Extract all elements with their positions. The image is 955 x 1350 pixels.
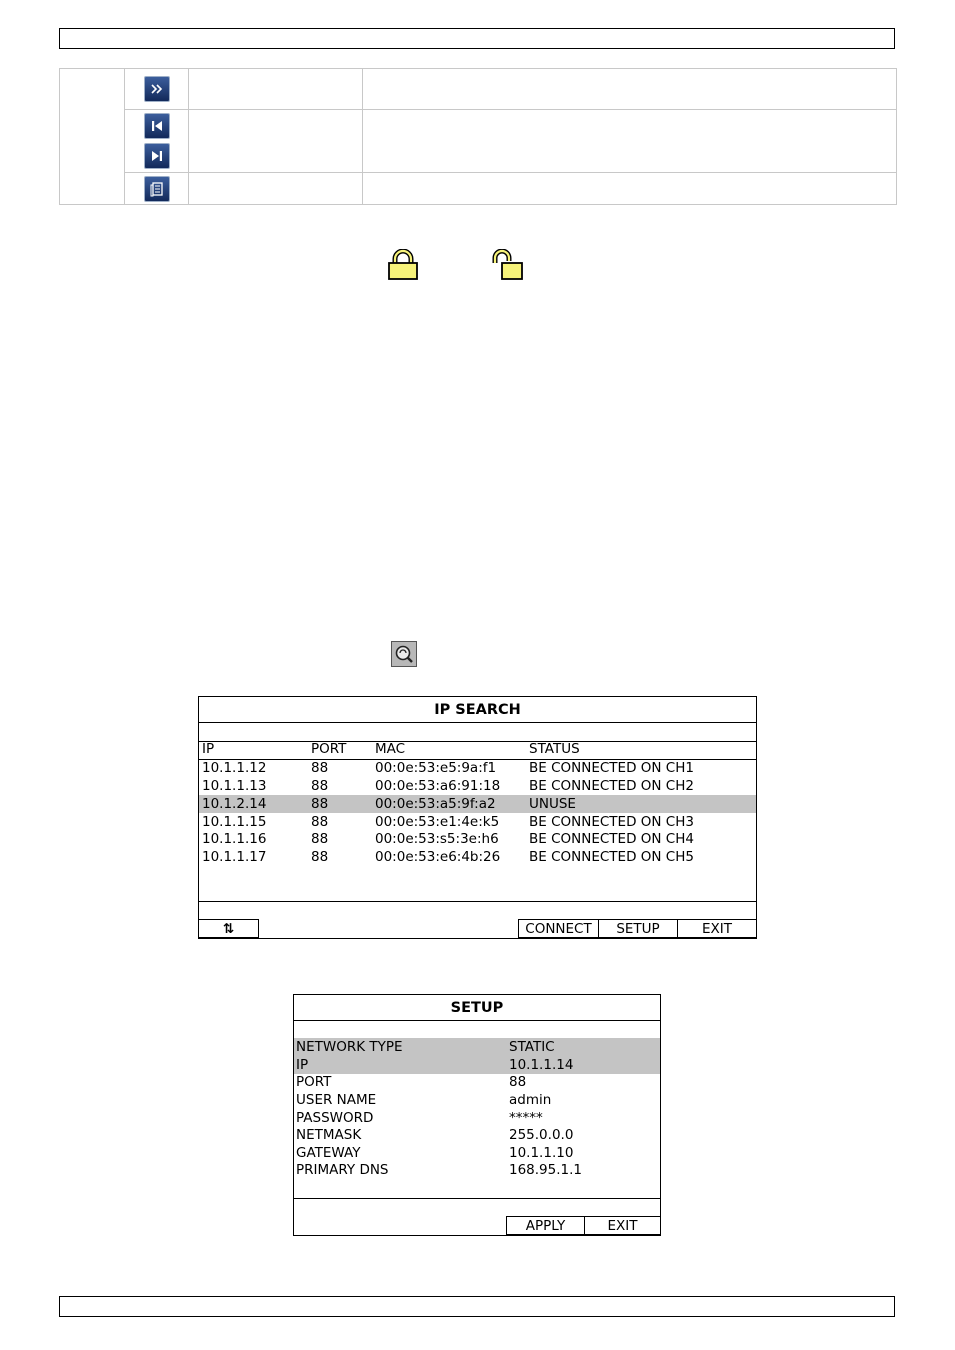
table-header xyxy=(199,740,756,758)
row-mac: 00:0e:53:e5:9a:f1 xyxy=(375,760,497,776)
row-status: UNUSE xyxy=(529,796,576,812)
ip-search-icon xyxy=(391,641,417,667)
field-value: admin xyxy=(509,1092,552,1108)
refresh-button[interactable]: ⇅ xyxy=(198,919,259,938)
table-row[interactable] xyxy=(199,813,756,831)
row-mac: 00:0e:53:e1:4e:k5 xyxy=(375,814,500,830)
row-ip: 10.1.1.12 xyxy=(202,760,267,776)
table-row xyxy=(60,69,897,110)
lock-closed-icon xyxy=(386,249,420,281)
field-label: IP xyxy=(296,1057,309,1073)
field-label: NETMASK xyxy=(296,1127,362,1143)
field-ip[interactable] xyxy=(294,1056,660,1074)
field-value: 168.95.1.1 xyxy=(509,1162,582,1178)
table-cell xyxy=(125,69,189,110)
field-netmask[interactable] xyxy=(294,1126,660,1144)
row-mac: 00:0e:53:a6:91:18 xyxy=(375,778,501,794)
field-user-name[interactable] xyxy=(294,1091,660,1109)
table-cell xyxy=(363,173,897,205)
table-cell xyxy=(189,173,363,205)
divider xyxy=(199,901,756,902)
header-status: STATUS xyxy=(529,741,580,757)
row-port: 88 xyxy=(311,831,329,847)
field-label: GATEWAY xyxy=(296,1145,361,1161)
table-cell xyxy=(363,69,897,110)
row-port: 88 xyxy=(311,760,329,776)
table-row-selected[interactable] xyxy=(199,795,756,813)
divider xyxy=(294,1020,660,1021)
row-mac: 00:0e:53:s5:3e:h6 xyxy=(375,831,499,847)
field-primary-dns[interactable] xyxy=(294,1161,660,1179)
table-row[interactable] xyxy=(199,830,756,848)
field-value: ***** xyxy=(509,1110,543,1126)
header-bar xyxy=(59,28,895,49)
apply-button[interactable]: APPLY xyxy=(506,1216,585,1235)
field-value: STATIC xyxy=(509,1039,555,1055)
header-port: PORT xyxy=(311,741,347,757)
table-cell xyxy=(60,69,125,205)
exit-button[interactable]: EXIT xyxy=(584,1216,661,1235)
row-status: BE CONNECTED ON CH2 xyxy=(529,778,694,794)
field-value: 255.0.0.0 xyxy=(509,1127,574,1143)
table-cell xyxy=(189,110,363,173)
table-row[interactable] xyxy=(199,848,756,866)
ip-search-panel xyxy=(198,696,757,939)
field-label: PASSWORD xyxy=(296,1110,374,1126)
row-ip: 10.1.1.15 xyxy=(202,814,267,830)
lock-open-icon xyxy=(490,249,524,281)
field-value: 10.1.1.10 xyxy=(509,1145,574,1161)
table-cell xyxy=(125,110,189,173)
row-ip: 10.1.1.17 xyxy=(202,849,267,865)
skip-back-icon xyxy=(144,113,170,139)
table-row xyxy=(60,173,897,205)
table-cell xyxy=(189,69,363,110)
row-status: BE CONNECTED ON CH1 xyxy=(529,760,694,776)
table-row[interactable] xyxy=(199,759,756,777)
row-port: 88 xyxy=(311,814,329,830)
exit-button[interactable]: EXIT xyxy=(677,919,757,938)
table-row[interactable] xyxy=(199,777,756,795)
field-port[interactable] xyxy=(294,1073,660,1091)
row-port: 88 xyxy=(311,778,329,794)
connect-button[interactable]: CONNECT xyxy=(518,919,599,938)
row-ip: 10.1.1.16 xyxy=(202,831,267,847)
row-ip: 10.1.1.13 xyxy=(202,778,267,794)
footer-bar xyxy=(59,1296,895,1317)
divider xyxy=(294,1198,660,1199)
icon-table xyxy=(59,68,897,205)
row-status: BE CONNECTED ON CH3 xyxy=(529,814,694,830)
table-row xyxy=(60,110,897,173)
header-ip: IP xyxy=(202,741,215,757)
field-password[interactable] xyxy=(294,1109,660,1127)
row-mac: 00:0e:53:e6:4b:26 xyxy=(375,849,501,865)
row-mac: 00:0e:53:a5:9f:a2 xyxy=(375,796,496,812)
setup-button[interactable]: SETUP xyxy=(598,919,678,938)
field-label: USER NAME xyxy=(296,1092,377,1108)
field-gateway[interactable] xyxy=(294,1144,660,1162)
divider xyxy=(199,722,756,723)
row-ip: 10.1.2.14 xyxy=(202,796,267,812)
row-status: BE CONNECTED ON CH5 xyxy=(529,849,694,865)
row-port: 88 xyxy=(311,796,329,812)
skip-forward-icon xyxy=(144,143,170,169)
panel-title: SETUP xyxy=(450,1000,504,1016)
setup-panel xyxy=(293,994,661,1236)
field-label: PORT xyxy=(296,1074,332,1090)
field-value: 88 xyxy=(509,1074,527,1090)
row-status: BE CONNECTED ON CH4 xyxy=(529,831,694,847)
field-network-type[interactable] xyxy=(294,1038,660,1056)
table-cell xyxy=(363,110,897,173)
fast-forward-icon xyxy=(144,76,170,102)
panel-title: IP SEARCH xyxy=(434,702,521,718)
header-mac: MAC xyxy=(375,741,406,757)
field-label: PRIMARY DNS xyxy=(296,1162,389,1178)
field-value: 10.1.1.14 xyxy=(509,1057,574,1073)
list-icon xyxy=(144,176,170,202)
row-port: 88 xyxy=(311,849,329,865)
table-cell xyxy=(125,173,189,205)
field-label: NETWORK TYPE xyxy=(296,1039,403,1055)
